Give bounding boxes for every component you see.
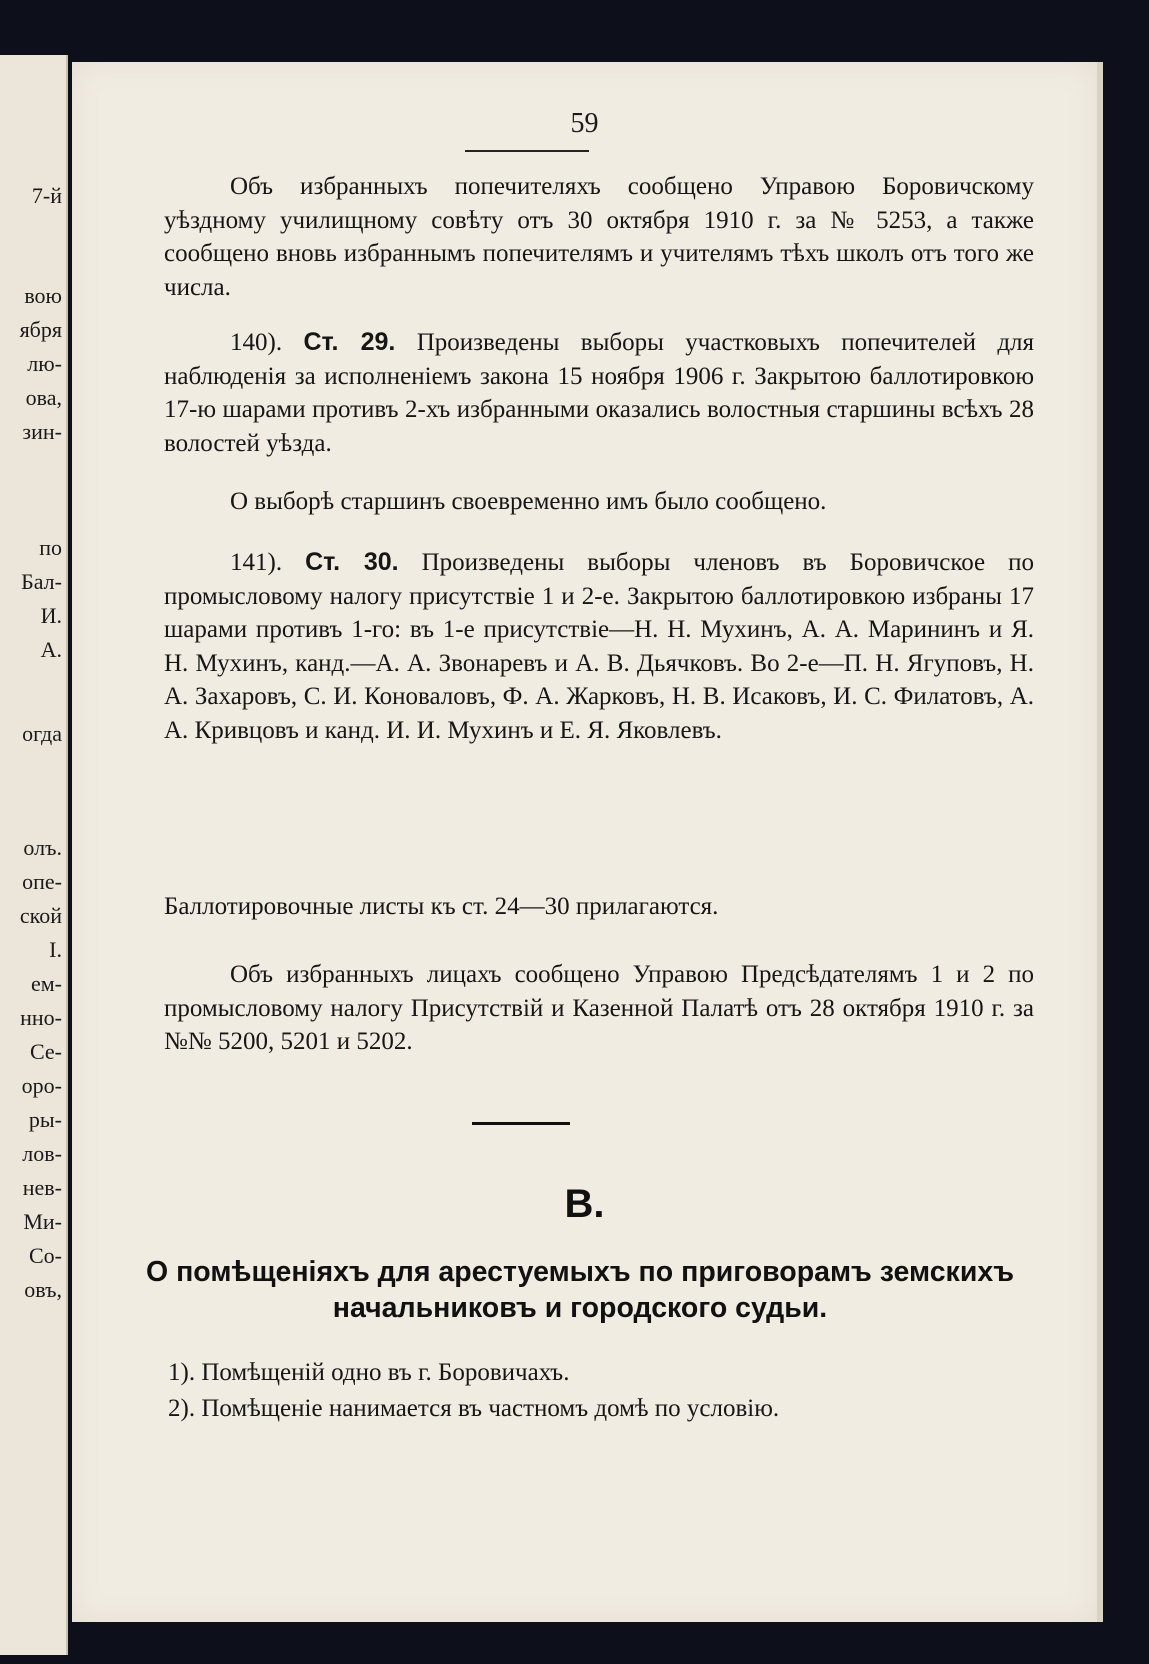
item-number-141: 141). xyxy=(230,549,283,576)
paragraph-6-text: Объ избранныхъ лицахъ сообщено Управою Предсѣдателямъ 1 и 2 по промысловому налогу Присутствій и Казенной Палатѣ отъ 28 октября 1910 г. за №№ 5200, 5201 и 5202. xyxy=(164,961,1034,1055)
left-page-fragment: опе- xyxy=(22,869,62,894)
left-page-fragment: оро- xyxy=(21,1073,62,1098)
left-page-fragment: 7-й xyxy=(31,183,62,208)
item-number-140: 140). xyxy=(230,329,283,356)
left-page-fragment: ем- xyxy=(30,971,62,996)
left-page-fragment: I. xyxy=(49,937,62,962)
section-divider xyxy=(472,1122,570,1125)
paragraph-1-text: Объ избранныхъ попечителяхъ сообщено Управою Боровичскому уѣздному училищному совѣту отъ 30 октября 1910 г. за № 5253, а также сообщено вновь избраннымъ попечителямъ и учителямъ тѣхъ школъ отъ того же числа. xyxy=(164,173,1034,301)
left-page-fragment: по xyxy=(39,535,62,560)
left-page-fragment: Со- xyxy=(29,1243,62,1268)
paragraph-5-text: Баллотировочные листы къ ст. 24—30 прилагаются. xyxy=(164,893,719,920)
left-page-fragment: лю- xyxy=(27,351,62,376)
paragraph-3 xyxy=(164,485,1034,519)
paragraph-2 xyxy=(164,326,1034,460)
left-page-fragment: нев- xyxy=(22,1175,62,1200)
paragraph-4 xyxy=(164,546,1034,747)
left-page-fragment: ября xyxy=(19,317,62,342)
section-title: О помѣщеніяхъ для арестуемыхъ по приговорамъ земскихъ начальниковъ и городского судьи. xyxy=(146,1256,1014,1324)
left-page-fragment: ской xyxy=(19,903,62,928)
page-number-underline xyxy=(465,150,589,152)
paragraph-5 xyxy=(164,890,1034,924)
page-edge-shadow xyxy=(1097,62,1103,1622)
item-list xyxy=(168,1355,1028,1427)
paragraph-2-text: Произведены выборы участковыхъ попечителей для наблюденія за исполненіемъ закона 15 ноября 1906 г. Закрытою баллотировкою 17-ю шарами противъ 2-хъ избранными оказались волостныя старшины всѣхъ 28 волостей уѣзда. xyxy=(164,329,1035,457)
left-page-fragment: лов- xyxy=(22,1141,62,1166)
left-page-fragment: огда xyxy=(22,721,62,746)
left-page-fragment: вою xyxy=(24,283,62,308)
paragraph-6 xyxy=(164,958,1034,1059)
paragraph-4-text: Произведены выборы членовъ въ Боровичское по промысловому налогу присутствіе 1 и 2-е. Закрытою баллотировкою избраны 17 шарами противъ 1-го: въ 1-е присутствіе—Н. Н. Мухинъ, А. А. Марининъ и Я. Н. Мухинъ, канд.—А. А. Звонаревъ и А. В. Дьячковъ. Во 2-е—П. Н. Ягуповъ, Н. А. Захаровъ, С. И. Коноваловъ, Ф. А. Жарковъ, Н. В. Исаковъ, И. С. Филатовъ, А. А. Кривцовъ и канд. И. И. Мухинъ и Е. Я. Яковлевъ. xyxy=(164,549,1035,744)
left-page-fragment: зин- xyxy=(22,419,62,444)
left-page-fragment: И. xyxy=(40,603,62,628)
left-page-fragment: Бал- xyxy=(21,569,62,594)
left-page-fragment: олъ. xyxy=(23,835,62,860)
document-page xyxy=(72,62,1097,1622)
paragraph-1 xyxy=(164,170,1034,304)
left-page-fragment: ры- xyxy=(28,1107,62,1132)
left-page-fragment: Ми- xyxy=(23,1209,62,1234)
paragraph-3-text: О выборѣ старшинъ своевременно имъ было сообщено. xyxy=(230,488,827,515)
left-page-fragment: А. xyxy=(40,637,62,662)
section-letter: В. xyxy=(564,1182,605,1226)
left-page-fragment: Се- xyxy=(29,1039,62,1064)
list-item: 1). Помѣщеній одно въ г. Боровичахъ. xyxy=(168,1359,570,1386)
article-29: Ст. 29. xyxy=(303,328,396,356)
left-page-fragment: ова, xyxy=(25,385,62,410)
page-number: 59 xyxy=(570,108,599,139)
left-page-fragment: нно- xyxy=(20,1005,62,1030)
left-page-edge xyxy=(0,55,68,1655)
list-item: 2). Помѣщеніе нанимается въ частномъ домѣ по условію. xyxy=(168,1395,780,1422)
left-page-fragment: овъ, xyxy=(24,1277,62,1302)
article-30: Ст. 30. xyxy=(305,548,399,576)
